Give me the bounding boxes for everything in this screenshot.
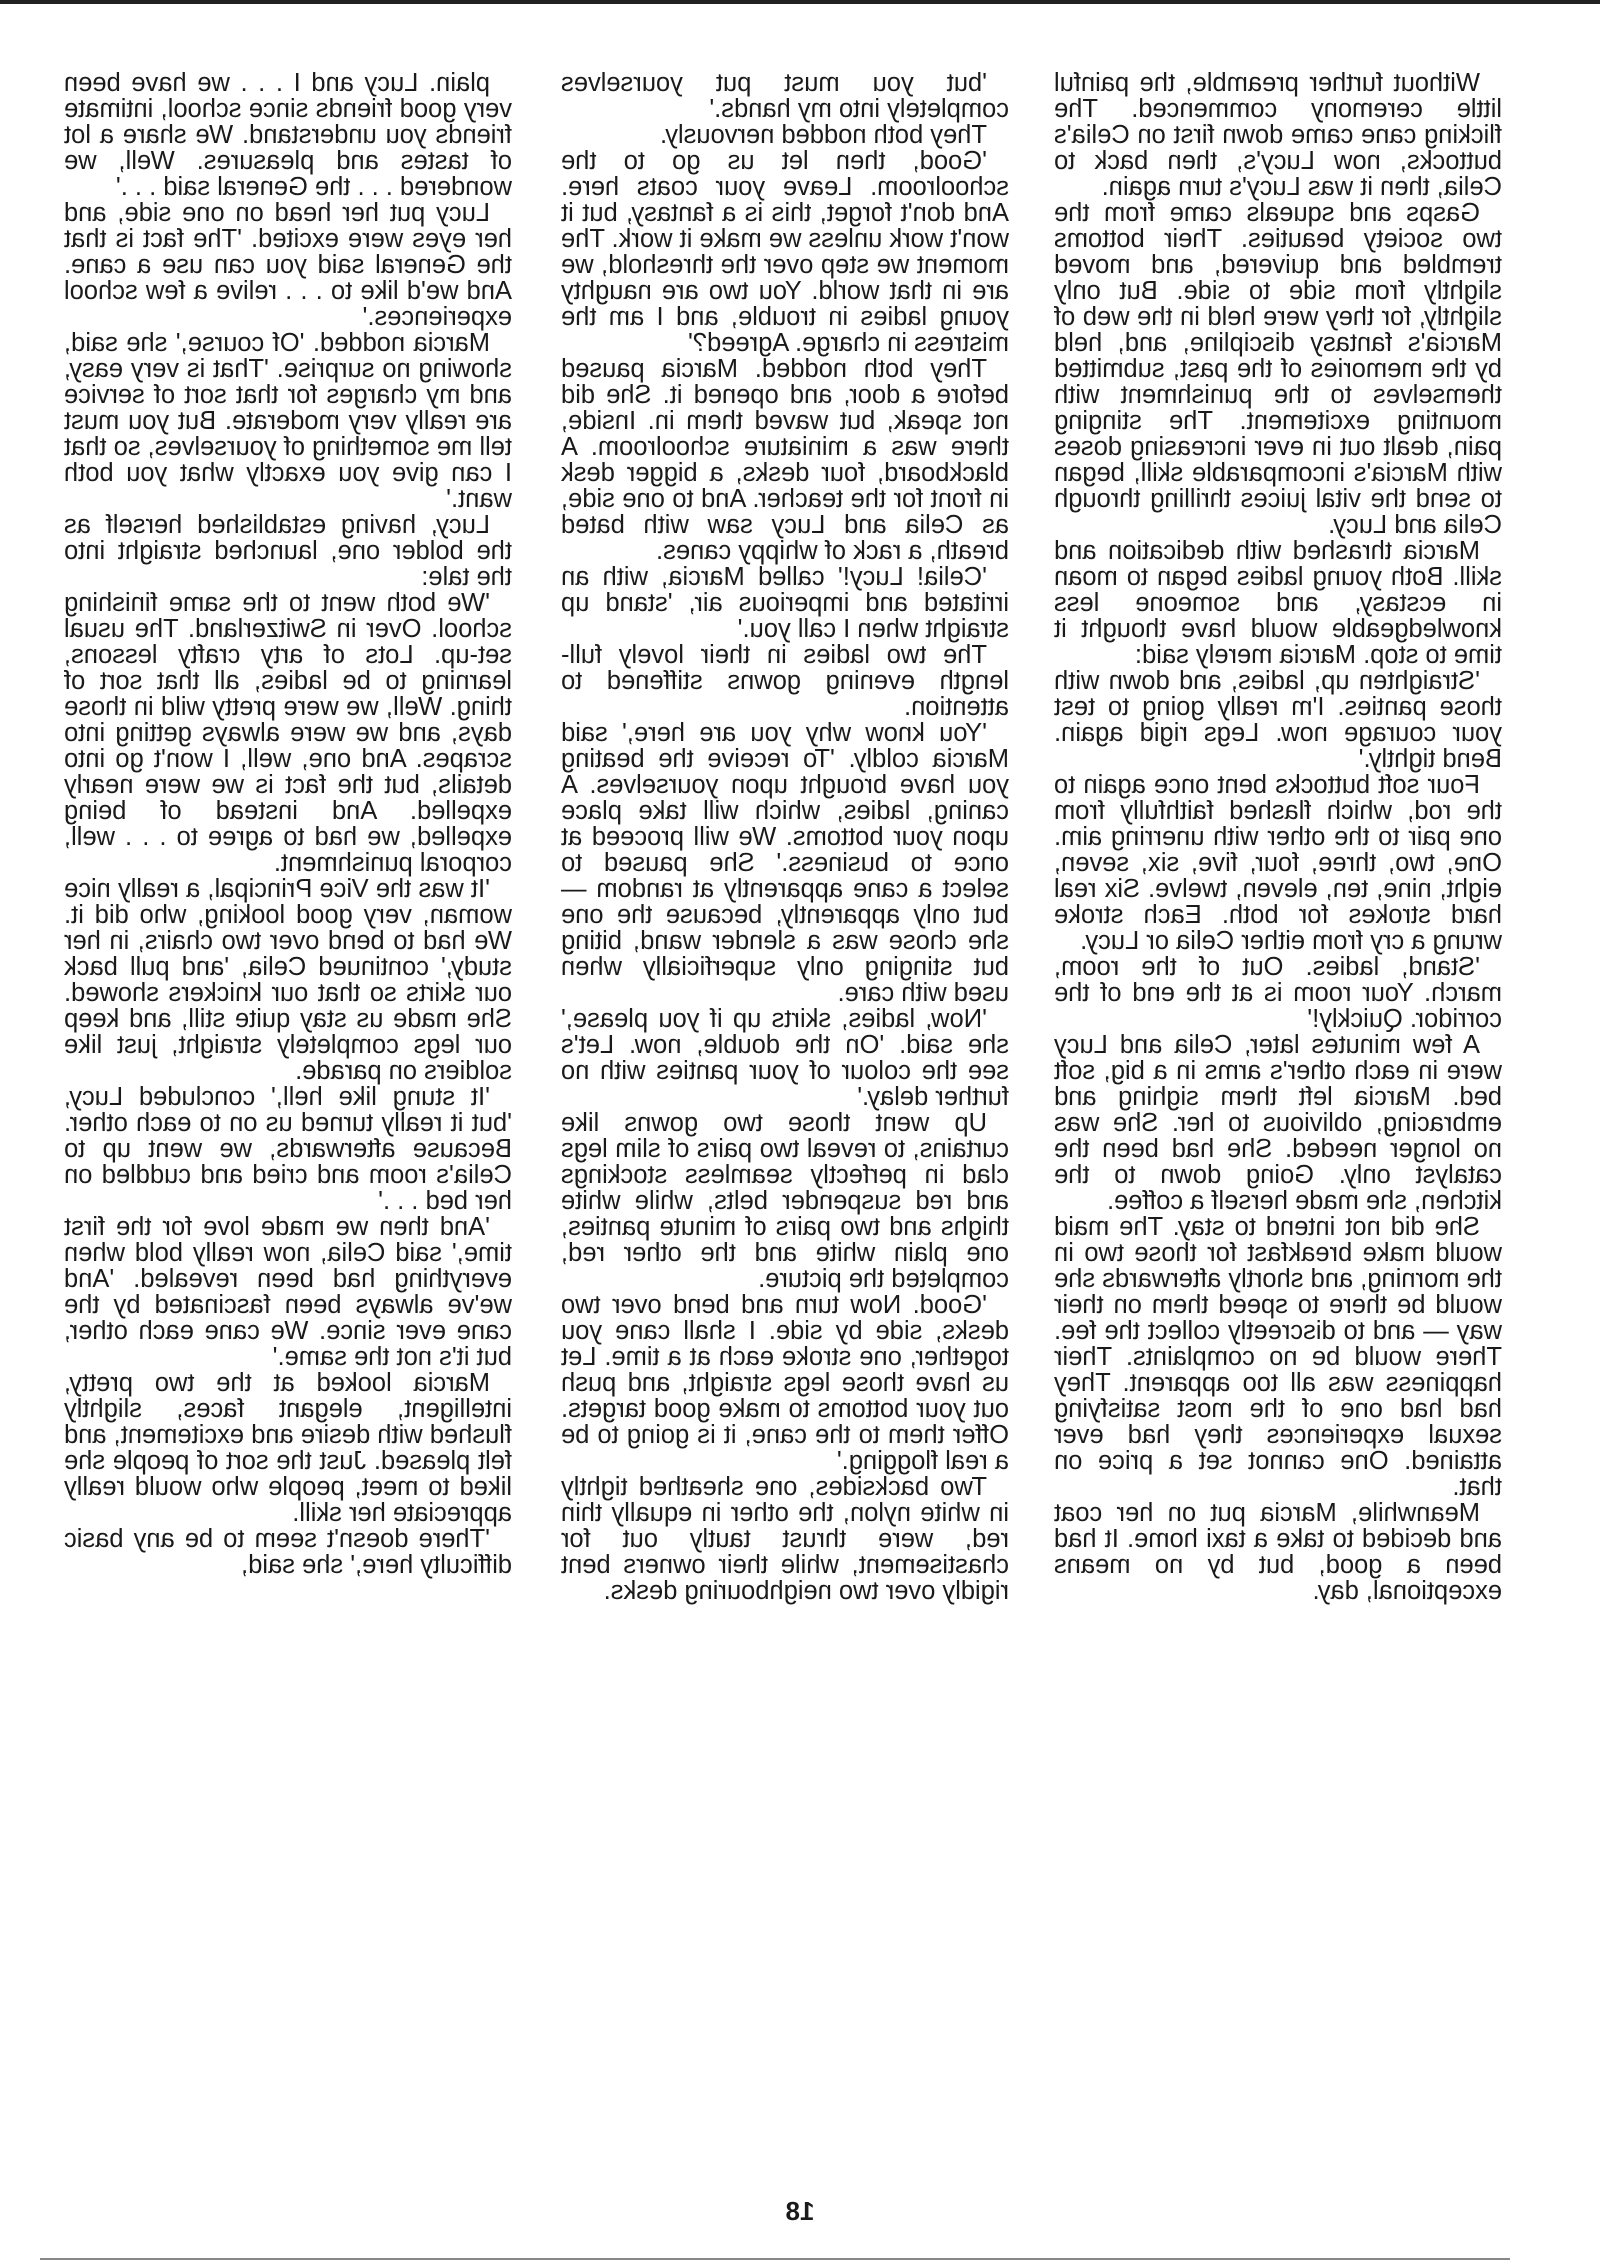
text-column-1 (1054, 70, 1502, 2150)
paragraph: They both nodded. Marcia paused before a door, and opened it. She did not speak, but waved them in. Inside, there was a miniature schoolroom. A blackboard, four desks, a bigger desk in front for the teacher. And to one side, as Celia and Lucy saw with bated breath, a rack of whippy canes. (561, 355, 1009, 565)
paragraph: A few minutes later, Celia and Lucy were in each other's arms in a big, soft bed. Marcia left them sighing and embracing, oblivious to her. She was no longer needed. She had been the catalyst only. Going down to the kitchen, she made herself a coffee. (1054, 1031, 1502, 1215)
paragraph: She did not intend to stay. The maid would make breakfast for those two in the morning, and shortly afterwards she would be there to speed them on their way — and to discreetly collect the fee. There would be no complaints. Their happiness was all too apparent. They had had one of the most satisfying sexual experiences they had ever attained. One cannot set a price on that. (1054, 1213, 1502, 1501)
paragraph: 'It was the Vice Principal, a really nice woman, very good looking, who did it. We had to bend over two chairs, in her study,' continued Celia, 'and pull back our skirts so that our knickers showed. She made us stay quite still, and keep our legs completely straight, just like soldiers on parade. (64, 875, 512, 1085)
paragraph: Marcia thrashed with dedication and skill. Both young ladies began to moan in ecstasy, and someone less knowledgeable would have thought it time to stop. Marcia merely said: (1054, 537, 1502, 669)
paragraph: They both nodded nervously. (660, 121, 987, 149)
paragraph: 'Straighten up, ladies, and down with those panties. I'm really going to test your courage now. Legs rigid again. Bend tightly.' (1054, 667, 1502, 773)
text-column-2 (561, 70, 1009, 2150)
paragraph: Four soft buttocks bent once again to the rod, which flashed faithfully from one pair to the other with unerring aim. One, two, three, four, five, six, seven, eight, nine, ten, eleven, twelve. Six real hard strokes for both. Each stroke wrung a cry from either Celia or Lucy. (1054, 771, 1502, 955)
paragraph: 'Stand, ladies. Out of the room, march. Your room is at the end of the corridor. Quickly!' (1054, 953, 1502, 1033)
paragraph: 'Celia! Lucy!' called Marcia, with an irritated and imperious air, 'stand up straight when I call you.' (561, 563, 1009, 643)
paragraph: 'Good, then let us go to the schoolroom. Leave your coats here. And don't forget, this is a fantasy, but it won't work unless we make it work. The moment we step over the threshold, we are in that world. You two are naughty young ladies in trouble, and I am the mistress in charge. Agreed?' (561, 147, 1009, 357)
paragraph: 'It stung like hell,' concluded Lucy, 'but it really turned us on to each other. Because afterwards, we went up to Celia's room and cried and cuddled on her bed . . .' (64, 1083, 512, 1215)
paragraph: The two ladies in their lovely full-length evening gowns stiffened to attention. (561, 641, 1009, 721)
paragraph: Marcia nodded. 'Of course,' she said, showing no surprise. 'That is very easy, and my charges for that sort of service are really very moderate. But you must tell me something of yourselves, so that I can give you exactly what you both want.' (64, 329, 512, 513)
paragraph: Lucy put her head on one side, and her eyes were excited. 'The fact is that the General said you can use a cane. And we'd like to . . . relive a few school experiences.' (64, 199, 512, 331)
top-rule (0, 0, 1600, 4)
paragraph: plain. Lucy and I . . . we have been very good friends since school, intimate friends you understand. We share a lot of tastes and pleasures. Well, we wondered . . . the General said . . .' (64, 70, 512, 201)
paragraph: Meanwhile, Marcia put on her coat and decided to take a taxi home. It had been a good, but by no means exceptional, day. (1054, 1499, 1502, 1605)
paragraph: 'We both went to the same finishing school. Over in Switzerland. The usual set-up. Lots of arty crafty lessons, learning to be ladies, all that sort of thing. Well, we were pretty wild in those days, and we were always getting into scrapes. And one, well, I won't go into details, but the fact is we were nearly expelled. And instead of being expelled, we had to agree to . . . well, corporal punishment. (64, 589, 512, 877)
page-number: 18 (785, 2196, 815, 2226)
paragraph: 'There doesn't seem to be any basic difficulty here,' she said, (64, 1525, 512, 1579)
paragraph: Gasps and squeals came from the two society beauties. Their bottoms trembled and quivered, and moved slightly from side to side. But only slightly, for they were held in the web of Marcia's fantasy discipline, and, held by the memories of the past, submitted themselves to the punishment with mounting excitement. The stinging pain, dealt out in ever increasing doses with Marcia's incomparable skill, began to send the vital juices thrilling through Celia and Lucy. (1054, 199, 1502, 539)
paragraph: 'but you must put yourselves completely into my hands.' (561, 70, 1009, 123)
paragraph: 'And then we made love for the first time,' said Celia, now really bold when everything had been revealed. 'And we've always been fascinated by the cane ever since. We cane each other, but it's not the same.' (64, 1213, 512, 1371)
paragraph: Marcia looked at the two pretty, intelligent, elegant faces, slightly flushed with desire and excitement, and felt pleased. Just the sort of people she liked to meet, people who would really appreciate her skill. (64, 1369, 512, 1527)
paragraph: Without further preamble, the painful little ceremony commenced. The flicking cane came down first on Celia's buttocks, now Lucy's, then back to Celia, then it was Lucy's turn again. (1054, 70, 1502, 201)
paragraph: Up went those two gowns like curtains, to reveal two pairs of slim legs clad in perfectly seamless stockings and red suspender belts, while white thighs and two pairs of minute panties, one plain white and the other red, completed the picture. (561, 1109, 1009, 1293)
paragraph: 'You know why you are here,' said Marcia coldly. 'To receive the beating you have brought upon yourselves. A caning, ladies, which will take place upon your bottoms. We will proceed at once to business.' She paused to select a cane apparently at random — but only apparently, because the one she chose was a slender wand, biting but stinging only superficially when used with care. (561, 719, 1009, 1007)
paragraph: Lucy, having established herself as the bolder one, launched straight into the tale: (64, 511, 512, 591)
paragraph: 'Now, ladies, skirts up if you please,' she said. 'On the double, now. Let's see the colour of your panties with no further delay.' (561, 1005, 1009, 1111)
text-column-3 (64, 70, 512, 2150)
bottom-rule (40, 2258, 1510, 2260)
paragraph: 'Good. Now turn and bend over two desks, side by side. I shall cane you together, one stroke each at a time. Let us have those legs straight, and push out your bottoms to make good targets. Offer them to the cane, it is going to be a real flogging.' (561, 1291, 1009, 1475)
paragraph: Two backsides, one sheathed tightly in white nylon, the other in equally thin red, were thrust tautly out for chastisement, while their owners bent rigidly over two neighbouring desks. (561, 1473, 1009, 1605)
